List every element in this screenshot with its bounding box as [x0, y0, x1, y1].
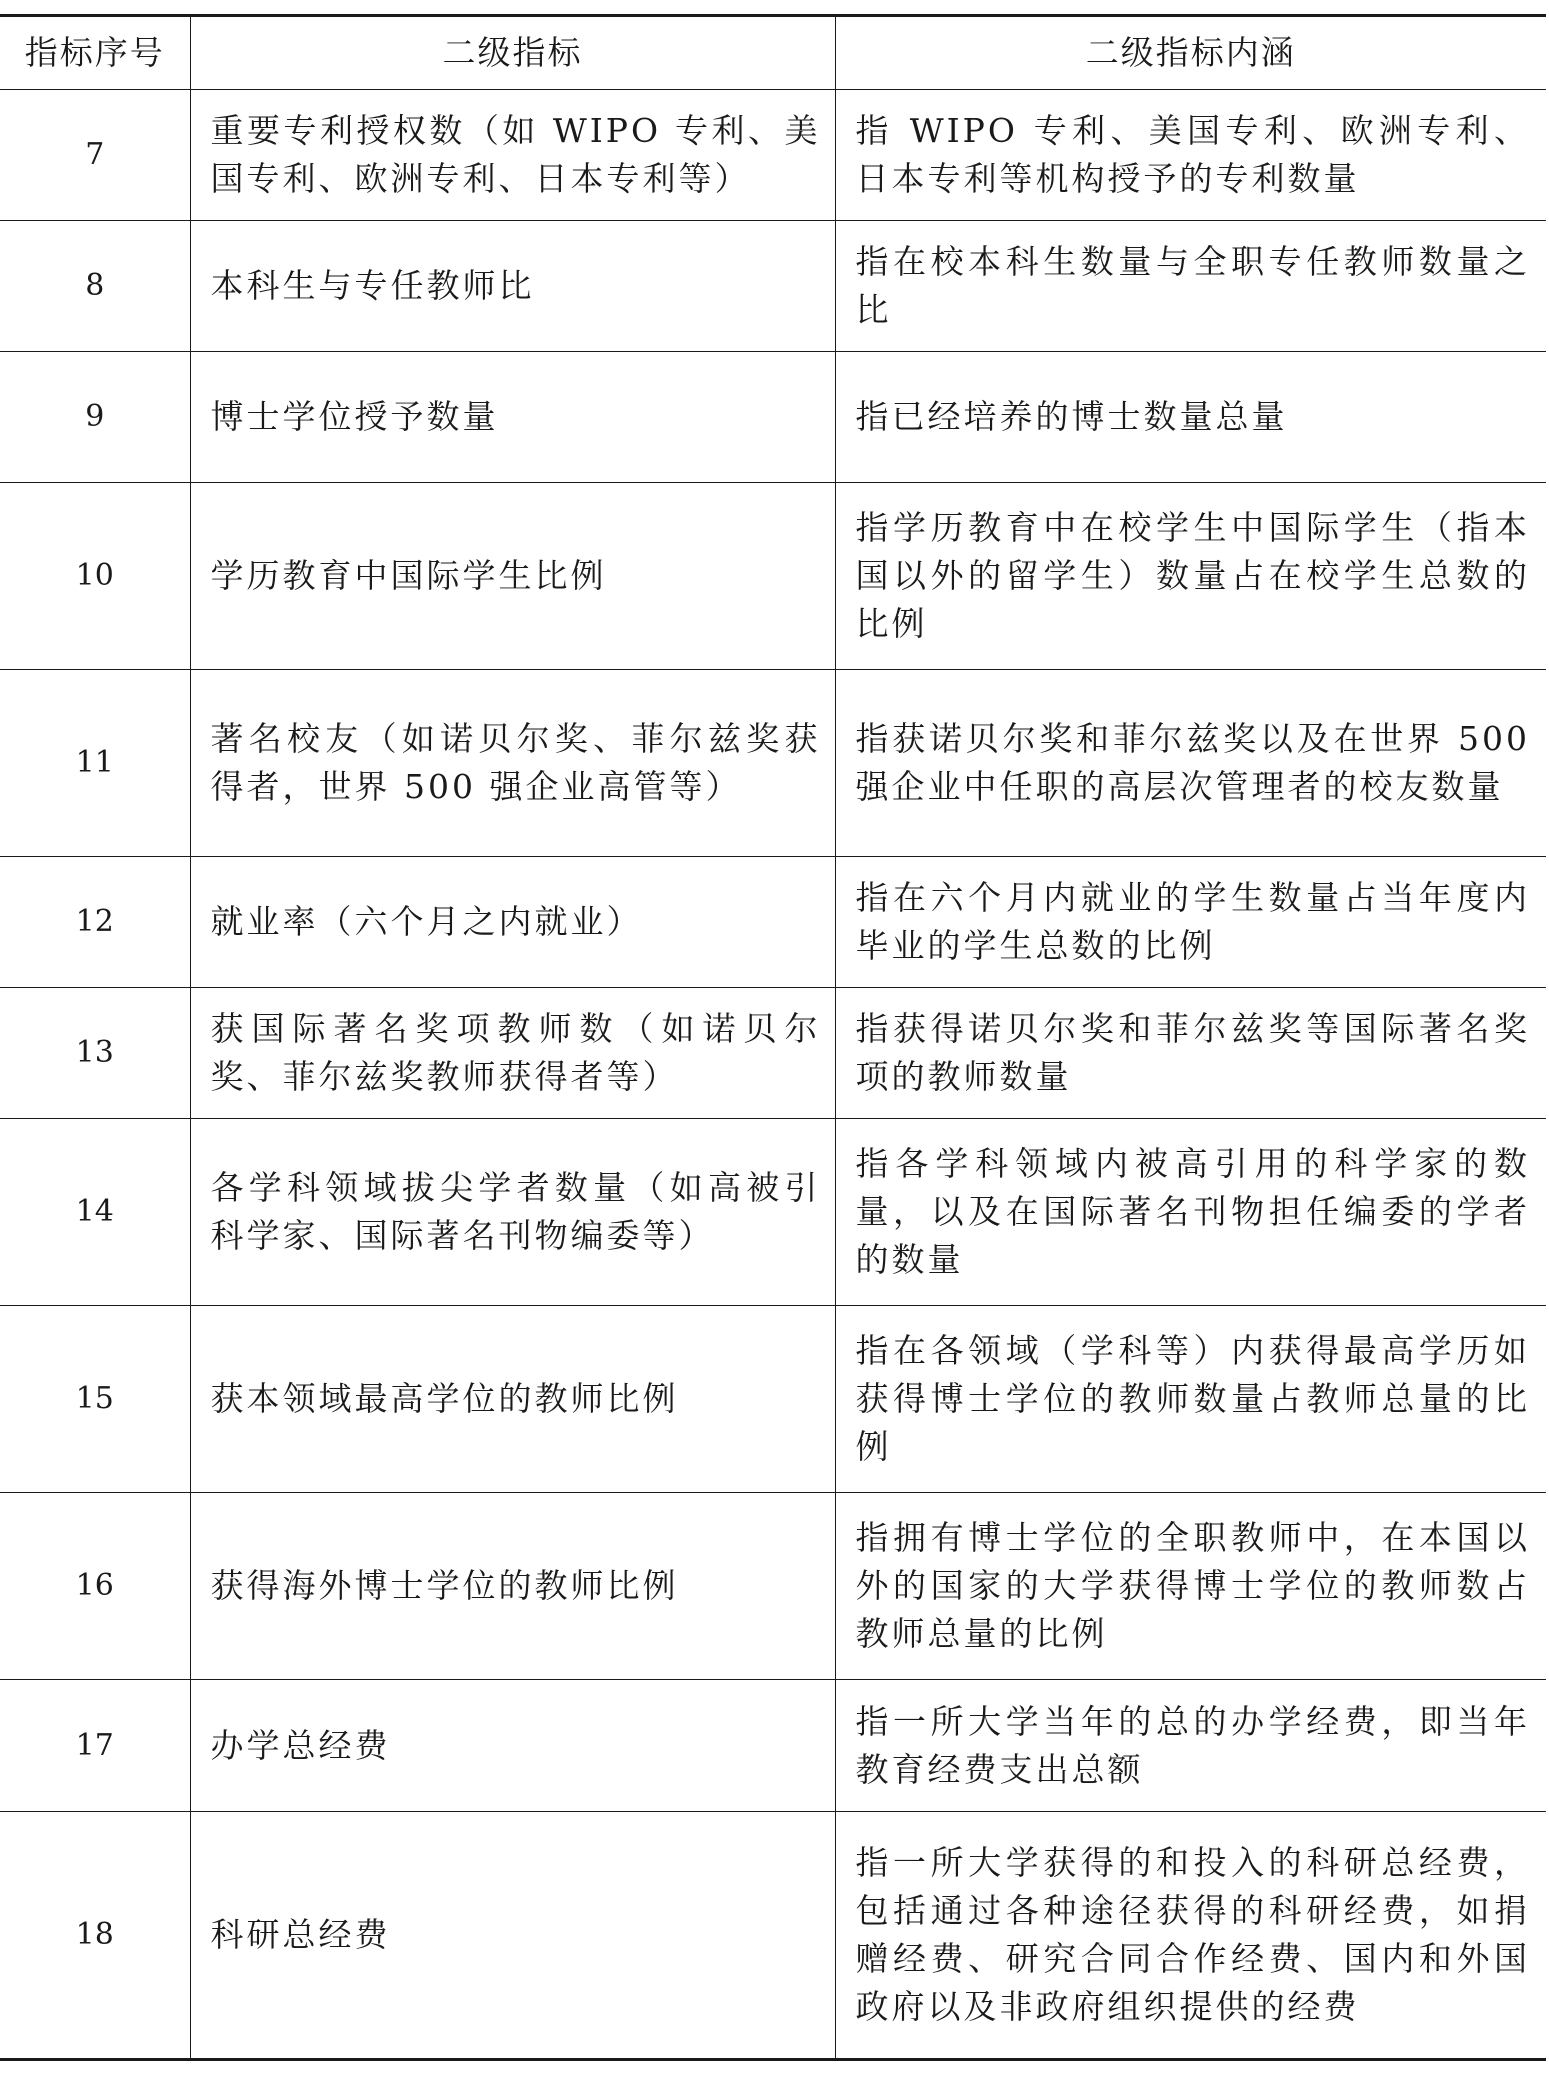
row-index: 17: [0, 1680, 190, 1812]
table-row: [0, 670, 1546, 857]
row-indicator: 办学总经费: [190, 1680, 835, 1812]
indicator-table-container: [0, 14, 1546, 2061]
row-index: 8: [0, 221, 190, 352]
header-indicator: 二级指标: [190, 16, 835, 90]
header-index: 指标序号: [0, 16, 190, 90]
table-row: [0, 1493, 1546, 1680]
row-indicator: 获国际著名奖项教师数（如诺贝尔奖、菲尔兹奖教师获得者等）: [190, 988, 835, 1119]
row-indicator: 科研总经费: [190, 1812, 835, 2060]
header-description: 二级指标内涵: [835, 16, 1546, 90]
row-indicator: 获得海外博士学位的教师比例: [190, 1493, 835, 1680]
row-indicator: 就业率（六个月之内就业）: [190, 857, 835, 988]
row-description: 指拥有博士学位的全职教师中，在本国以外的国家的大学获得博士学位的教师数占教师总量的比例: [835, 1493, 1546, 1680]
table-header-row: [0, 16, 1546, 90]
row-description: 指 WIPO 专利、美国专利、欧洲专利、日本专利等机构授予的专利数量: [835, 90, 1546, 221]
row-description: 指一所大学当年的总的办学经费，即当年教育经费支出总额: [835, 1680, 1546, 1812]
table-row: [0, 1306, 1546, 1493]
row-index: 16: [0, 1493, 190, 1680]
table-row: [0, 1680, 1546, 1812]
row-indicator: 各学科领域拔尖学者数量（如高被引科学家、国际著名刊物编委等）: [190, 1119, 835, 1306]
table-row: [0, 1119, 1546, 1306]
row-index: 7: [0, 90, 190, 221]
table-row: [0, 988, 1546, 1119]
row-description: 指在各领域（学科等）内获得最高学历如获得博士学位的教师数量占教师总量的比例: [835, 1306, 1546, 1493]
table-row: [0, 1812, 1546, 2060]
row-description: 指已经培养的博士数量总量: [835, 352, 1546, 483]
row-indicator: 博士学位授予数量: [190, 352, 835, 483]
row-description: 指各学科领域内被高引用的科学家的数量，以及在国际著名刊物担任编委的学者的数量: [835, 1119, 1546, 1306]
row-index: 18: [0, 1812, 190, 2060]
indicator-table: [0, 14, 1546, 2061]
row-description: 指在六个月内就业的学生数量占当年度内毕业的学生总数的比例: [835, 857, 1546, 988]
table-row: [0, 352, 1546, 483]
row-index: 13: [0, 988, 190, 1119]
row-index: 12: [0, 857, 190, 988]
row-index: 11: [0, 670, 190, 857]
row-description: 指在校本科生数量与全职专任教师数量之比: [835, 221, 1546, 352]
table-row: [0, 221, 1546, 352]
table-row: [0, 90, 1546, 221]
row-index: 15: [0, 1306, 190, 1493]
row-indicator: 著名校友（如诺贝尔奖、菲尔兹奖获得者，世界 500 强企业高管等）: [190, 670, 835, 857]
row-index: 10: [0, 483, 190, 670]
row-index: 14: [0, 1119, 190, 1306]
row-description: 指学历教育中在校学生中国际学生（指本国以外的留学生）数量占在校学生总数的比例: [835, 483, 1546, 670]
row-index: 9: [0, 352, 190, 483]
row-indicator: 重要专利授权数（如 WIPO 专利、美国专利、欧洲专利、日本专利等）: [190, 90, 835, 221]
row-description: 指获得诺贝尔奖和菲尔兹奖等国际著名奖项的教师数量: [835, 988, 1546, 1119]
row-description: 指一所大学获得的和投入的科研总经费，包括通过各种途径获得的科研经费，如捐赠经费、研究合同合作经费、国内和外国政府以及非政府组织提供的经费: [835, 1812, 1546, 2060]
row-indicator: 本科生与专任教师比: [190, 221, 835, 352]
row-description: 指获诺贝尔奖和菲尔兹奖以及在世界 500 强企业中任职的高层次管理者的校友数量: [835, 670, 1546, 857]
row-indicator: 获本领域最高学位的教师比例: [190, 1306, 835, 1493]
table-row: [0, 483, 1546, 670]
table-row: [0, 857, 1546, 988]
row-indicator: 学历教育中国际学生比例: [190, 483, 835, 670]
